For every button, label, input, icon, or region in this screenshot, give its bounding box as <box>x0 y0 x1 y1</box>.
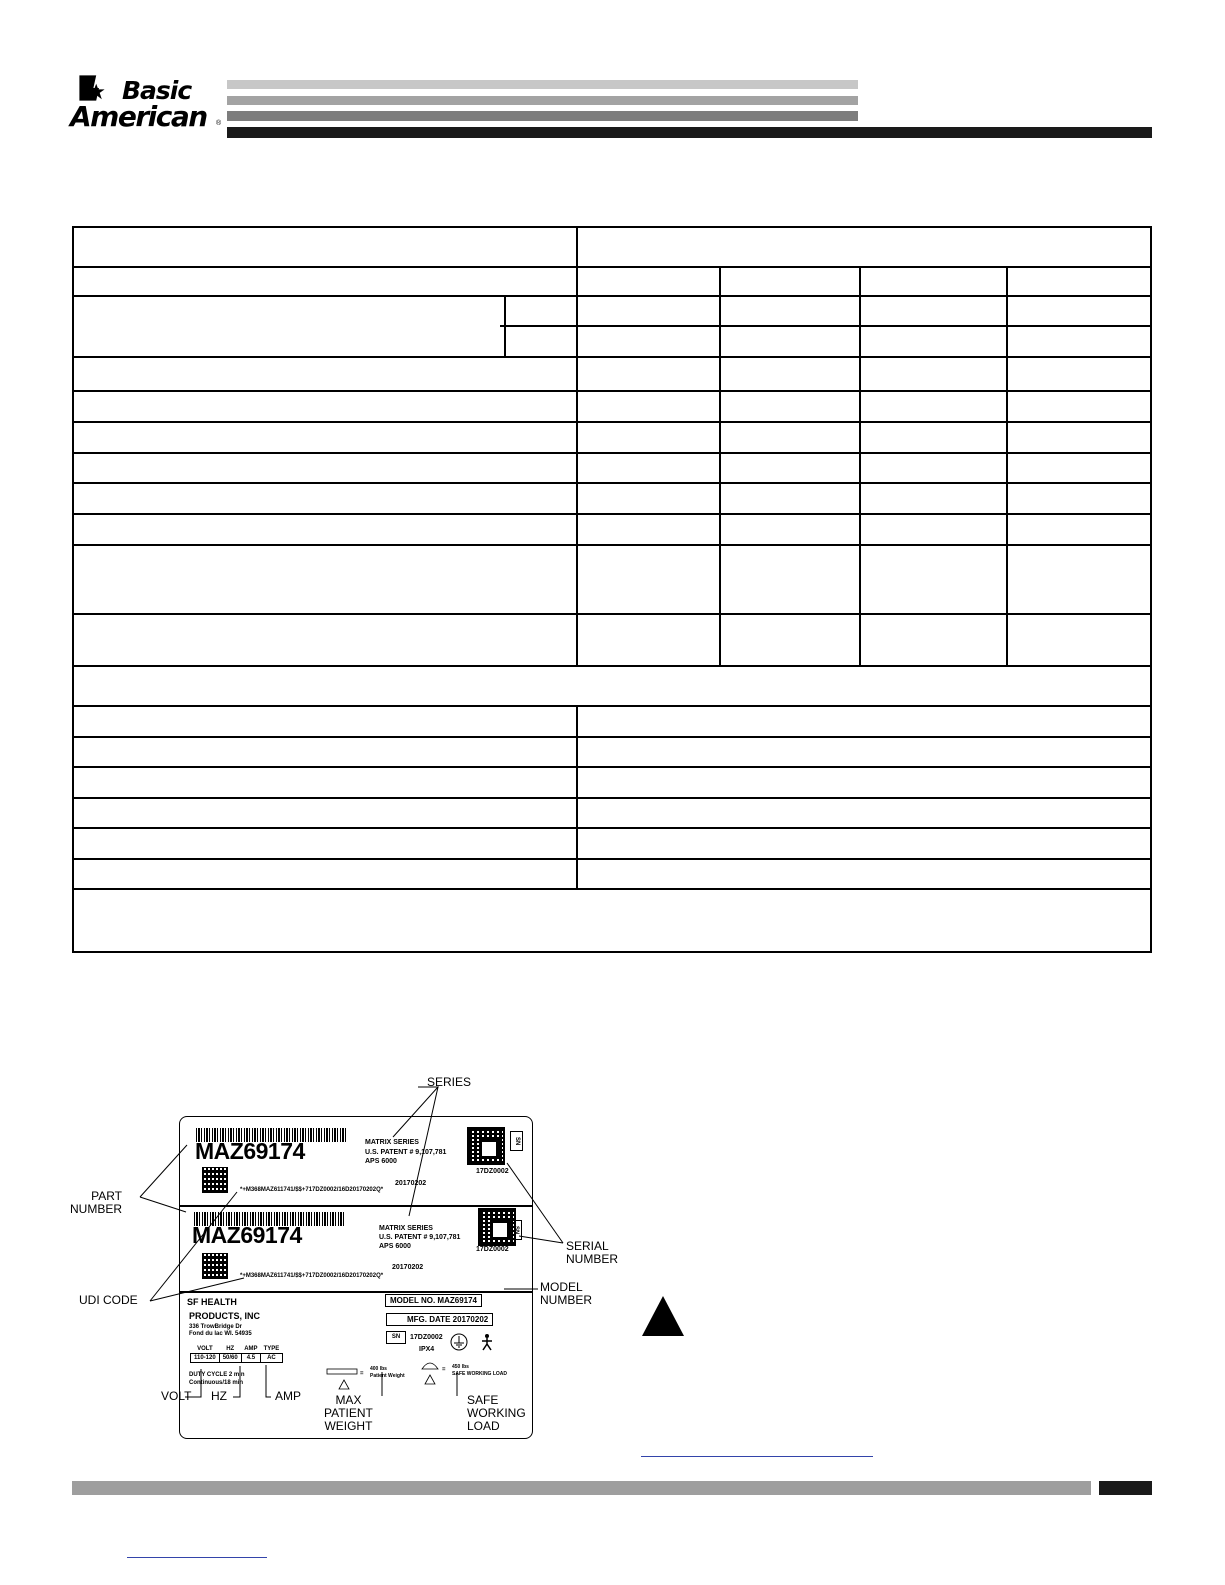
rating-header: VOLT <box>197 1346 213 1352</box>
table-rule <box>74 513 1150 515</box>
table-rule <box>74 858 1150 860</box>
safe-load-label: SAFE WORKING LOAD <box>452 1371 507 1377</box>
table-rule <box>74 295 1150 297</box>
rating-value: 50/60 <box>219 1354 241 1363</box>
table-rule <box>74 766 1150 768</box>
udi-text: *+M368MAZ611741/$$+717DZ0002/16D20170202Q* <box>240 1273 384 1279</box>
date-code-text: 20170202 <box>392 1264 424 1271</box>
table-rule <box>74 797 1150 799</box>
logo-flag-icon <box>78 74 106 102</box>
aps-text: APS 6000 <box>379 1243 411 1250</box>
table-rule <box>859 266 861 665</box>
callout-serial-number: SERIAL NUMBER <box>566 1239 619 1266</box>
manufacturer-line-1: SF HEALTH <box>187 1297 237 1307</box>
table-rule <box>74 482 1150 484</box>
rating-header: AMP <box>244 1346 258 1352</box>
duty-cycle-text: DUTY CYCLE 2 min <box>189 1372 245 1378</box>
patient-weight-label: Patient Weight <box>370 1373 405 1379</box>
callout-amp: AMP <box>275 1389 302 1403</box>
patent-text: U.S. PATENT # 9,107,781 <box>379 1234 461 1241</box>
part-number-text: MAZ69174 <box>195 1138 305 1164</box>
table-rule <box>1006 266 1008 665</box>
logo-word-american: American <box>70 100 207 133</box>
callout-part-number: PART NUMBER <box>70 1189 123 1216</box>
rating-header: HZ <box>226 1346 235 1352</box>
table-rule <box>74 452 1150 454</box>
sn-tag: SN <box>510 1131 523 1151</box>
brand-logo <box>70 70 220 132</box>
address-line-1: 336 TrowBridge Dr <box>189 1324 243 1330</box>
callout-volt: VOLT <box>161 1389 192 1403</box>
sn-tag: SN <box>509 1220 522 1240</box>
rating-value: AC <box>261 1354 283 1363</box>
serial-text: 17DZ0002 <box>476 1246 509 1253</box>
aps-text: APS 6000 <box>365 1158 397 1165</box>
udi-text: *+M368MAZ611741/$$+717DZ0002/16D20170202Q* <box>240 1187 384 1193</box>
serial-text: 17DZ0002 <box>410 1334 443 1341</box>
patent-text: U.S. PATENT # 9,107,781 <box>365 1149 447 1156</box>
patient-weight-eq: = <box>360 1371 364 1377</box>
callout-model-number: MODEL NUMBER <box>540 1280 593 1307</box>
table-rule <box>576 228 578 665</box>
callout-safe-working-load: SAFE WORKING LOAD <box>467 1393 526 1433</box>
callout-udi-code: UDI CODE <box>79 1293 138 1307</box>
rating-value: 110-120 <box>191 1354 220 1363</box>
mfg-date-box: MFG. DATE 20170202 <box>386 1313 493 1326</box>
table-rule <box>74 421 1150 423</box>
logo-trademark: ® <box>216 120 222 127</box>
rating-header: TYPE <box>263 1346 280 1352</box>
table-rule <box>74 888 1150 890</box>
table-rule <box>74 665 1150 667</box>
callout-max-patient-weight: MAX PATIENT WEIGHT <box>324 1393 373 1433</box>
table-rule <box>500 325 1150 327</box>
warning-icon <box>641 1295 685 1337</box>
part-number-text: MAZ69174 <box>192 1222 302 1248</box>
safe-load-value: 450 lbs <box>452 1364 469 1370</box>
table-rule <box>74 390 1150 392</box>
table-rule <box>74 266 1150 268</box>
header-bar-medium <box>227 96 858 105</box>
manufacturer-line-2: PRODUCTS, INC <box>189 1311 261 1321</box>
link-underline[interactable] <box>641 1456 873 1457</box>
table-rule <box>74 356 1150 358</box>
logo-word-basic: Basic <box>122 76 192 105</box>
date-code-text: 20170202 <box>395 1180 427 1187</box>
header-bar-light <box>227 80 858 89</box>
serial-text: 17DZ0002 <box>476 1168 509 1175</box>
footer-page-tab <box>1099 1481 1152 1495</box>
specification-table <box>72 226 1152 953</box>
product-label-figure <box>60 1075 640 1455</box>
rating-value: 4.5 <box>241 1354 260 1363</box>
footer-bar <box>72 1481 1091 1495</box>
table-rule <box>576 705 578 888</box>
address-line-2: Fond du lac WI. 54935 <box>189 1331 252 1337</box>
patient-weight-value: 400 lbs <box>370 1366 387 1372</box>
table-rule <box>74 613 1150 615</box>
continuous-text: Continuous/18 min <box>189 1380 243 1386</box>
model-number-box: MODEL NO. MAZ69174 <box>385 1294 482 1307</box>
table-rule <box>719 266 721 665</box>
table-rule <box>74 827 1150 829</box>
safe-load-eq: = <box>442 1367 446 1373</box>
table-rule <box>74 544 1150 546</box>
callout-hz: HZ <box>211 1389 227 1403</box>
link-underline[interactable] <box>127 1557 267 1558</box>
table-rule <box>74 705 1150 707</box>
series-text: MATRIX SERIES <box>365 1139 419 1146</box>
sn-tag: SN <box>386 1331 406 1344</box>
ipx-rating: IPX4 <box>419 1346 435 1353</box>
table-rule <box>74 736 1150 738</box>
callout-series: SERIES <box>427 1075 472 1089</box>
header-bar-dark <box>227 111 858 121</box>
header-bar-black <box>227 127 1152 138</box>
table-rule <box>504 295 506 356</box>
series-text: MATRIX SERIES <box>379 1225 433 1232</box>
